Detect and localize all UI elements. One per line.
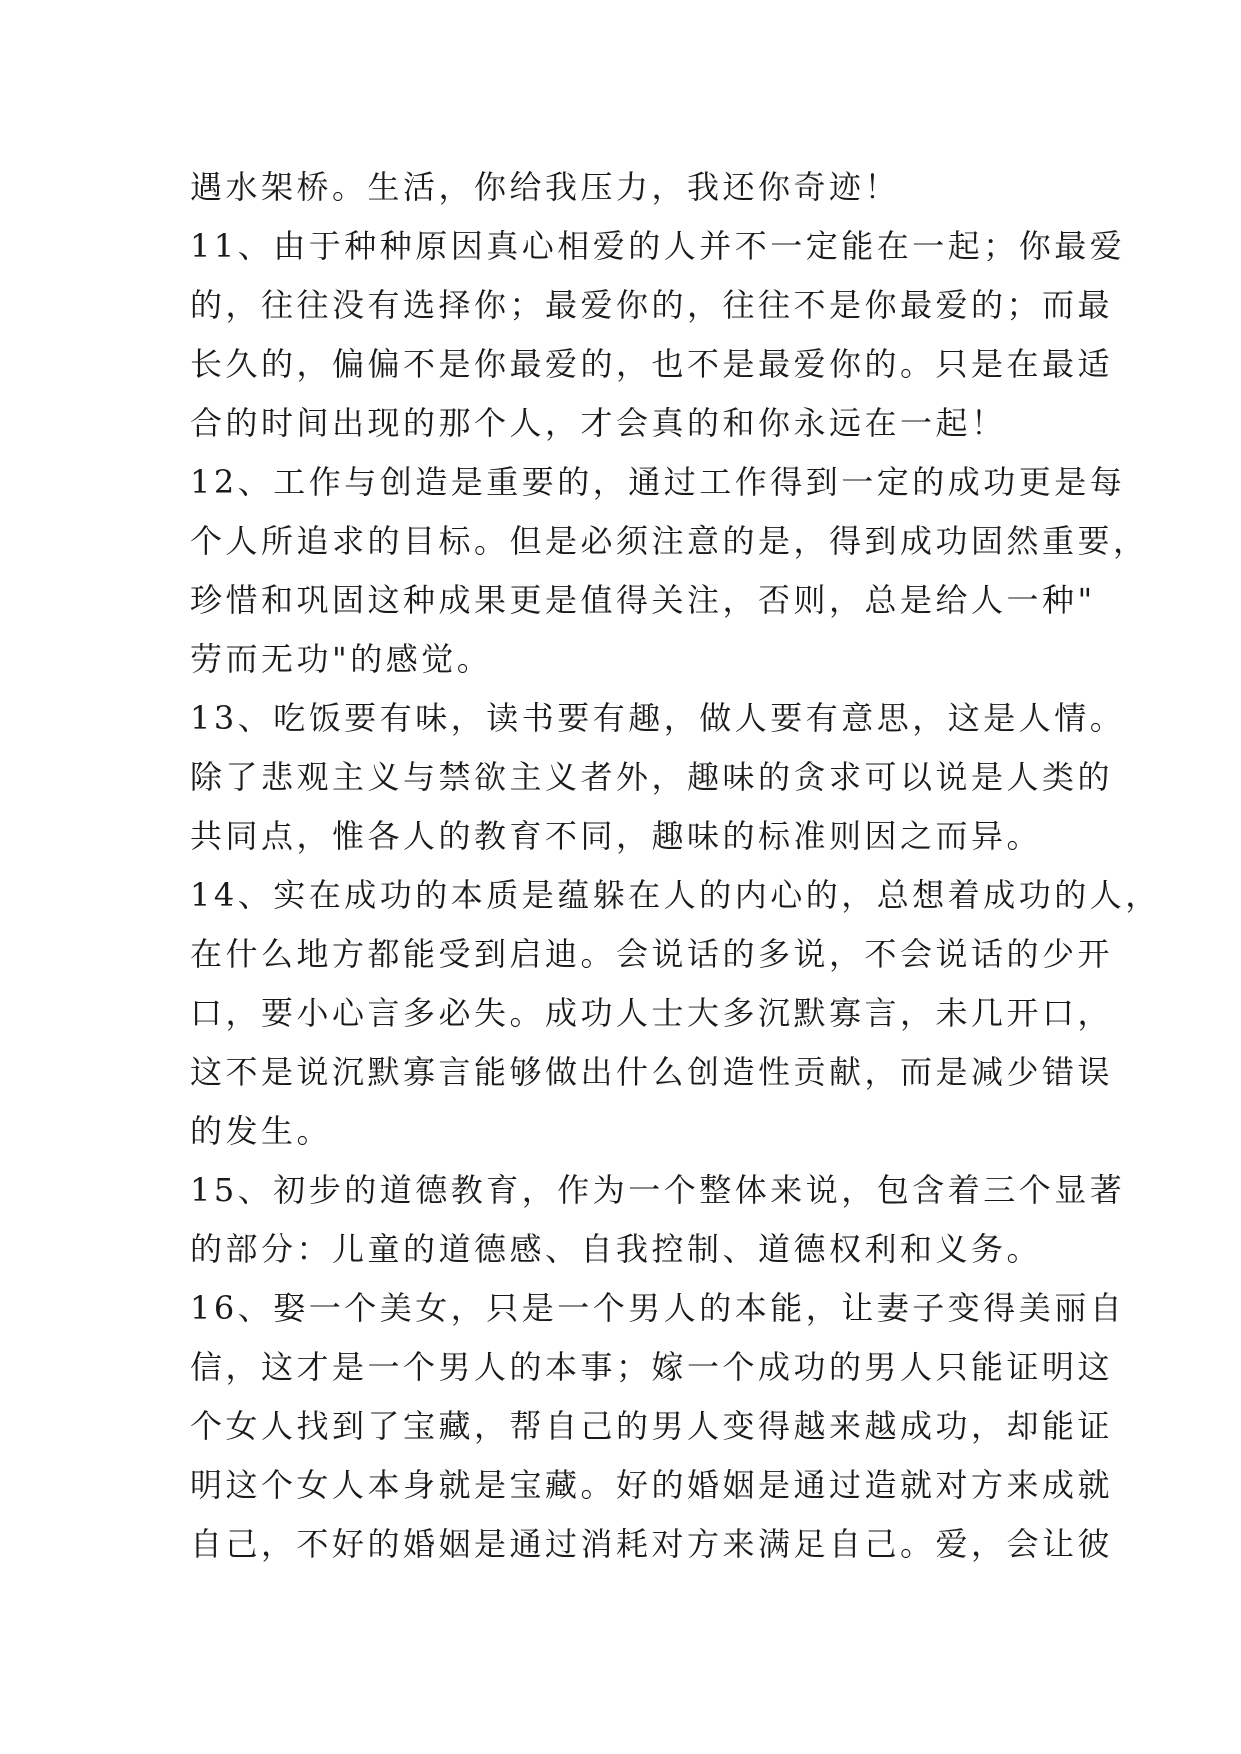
- text-line: 信，这才是一个男人的本事；嫁一个成功的男人只能证明这: [190, 1348, 1114, 1386]
- text-line: 除了悲观主义与禁欲主义者外，趣味的贪求可以说是人类的: [190, 758, 1114, 796]
- text-line: 遇水架桥。生活，你给我压力，我还你奇迹！: [190, 168, 901, 206]
- text-line: 共同点，惟各人的教育不同，趣味的标准则因之而异。: [190, 817, 1043, 855]
- text-line: 15、初步的道德教育，作为一个整体来说，包含着三个显著: [190, 1171, 1126, 1209]
- document-body: [190, 158, 1161, 1574]
- text-line: 口，要小心言多必失。成功人士大多沉默寡言，未几开口，: [190, 994, 1114, 1032]
- text-line: 合的时间出现的那个人，才会真的和你永远在一起！: [190, 404, 1007, 442]
- text-line: 13、吃饭要有味，读书要有趣，做人要有意思，这是人情。: [190, 699, 1126, 737]
- text-line: 的部分：儿童的道德感、自我控制、道德权利和义务。: [190, 1230, 1043, 1268]
- text-line: 劳而无功"的感觉。: [190, 640, 493, 678]
- text-line: 的发生。: [190, 1112, 333, 1150]
- text-line: 个人所追求的目标。但是必须注意的是，得到成功固然重要，: [190, 522, 1149, 560]
- text-line: 自己，不好的婚姻是通过消耗对方来满足自己。爱，会让彼: [190, 1525, 1114, 1563]
- text-line: 的，往往没有选择你；最爱你的，往往不是你最爱的；而最: [190, 286, 1114, 324]
- text-line: 这不是说沉默寡言能够做出什么创造性贡献，而是减少错误: [190, 1053, 1114, 1091]
- text-line: 珍惜和巩固这种成果更是值得关注，否则，总是给人一种": [190, 581, 1096, 619]
- text-line: 明这个女人本身就是宝藏。好的婚姻是通过造就对方来成就: [190, 1466, 1114, 1504]
- text-line: 在什么地方都能受到启迪。会说话的多说，不会说话的少开: [190, 935, 1114, 973]
- text-line: 个女人找到了宝藏，帮自己的男人变得越来越成功，却能证: [190, 1407, 1114, 1445]
- text-line: 12、工作与创造是重要的，通过工作得到一定的成功更是每: [190, 463, 1126, 501]
- text-line: 16、娶一个美女，只是一个男人的本能，让妻子变得美丽自: [190, 1289, 1126, 1327]
- text-line: 11、由于种种原因真心相爱的人并不一定能在一起；你最爱: [190, 227, 1126, 265]
- text-line: 长久的，偏偏不是你最爱的，也不是最爱你的。只是在最适: [190, 345, 1114, 383]
- text-line: 14、实在成功的本质是蕴躲在人的内心的，总想着成功的人，: [190, 876, 1161, 914]
